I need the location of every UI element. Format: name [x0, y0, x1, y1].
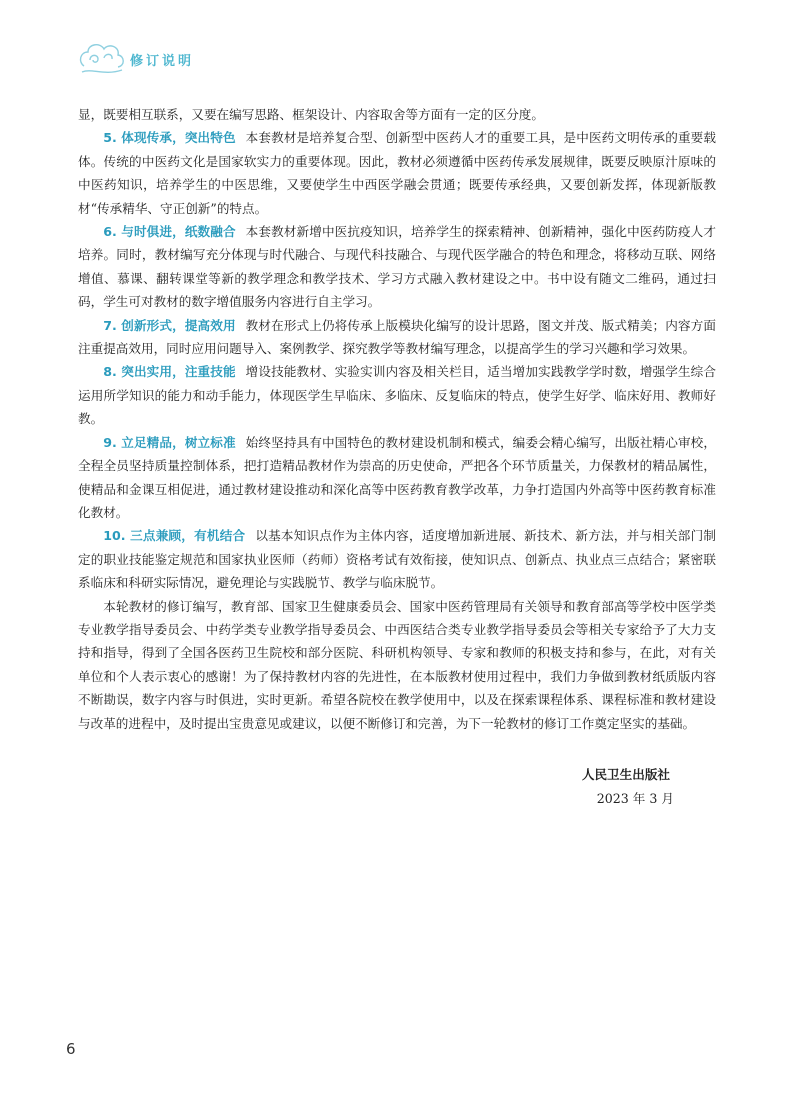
paragraph [78, 360, 716, 430]
section-title: 修订说明 [130, 54, 195, 69]
paragraph [78, 431, 716, 525]
paragraph-text: 本轮教材的修订编写，教育部、国家卫生健康委员会、国家中医药管理局有关领导和教育部高等学校中医学类专业教学指导委员会、中药学类专业教学指导委员会、中西医结合类专业教学指导委员会等相关专家给予了大力支持和指导，得到了全国各医药卫生院校和部分医院、科研机构领导、专家和教师的积极支持和参与，在此，对有关单位和个人表示衷心的感谢！为了保持教材内容的先进性，在本版教材使用过程中，我们力争做到教材纸质版内容不断勘误，数字内容与时俱进，实时更新。希望各院校在教学使用中，以及在探索课程体系、课程标准和教材建设与改革的进程中，及时提出宝贵意见或建议，以便不断修订和完善，为下一轮教材的修订工作奠定坚实的基础。 [78, 598, 716, 731]
paragraph-text: 教材在形式上仍将传承上版模块化编写的设计思路，图文并茂、版式精美；内容方面注重提高效用，同时应用问题导入、案例教学、探究教学等教材编写理念，以提高学生的学习兴趣和学习效果。 [78, 317, 716, 357]
paragraph-heading: 7. 创新形式，提高效用 [103, 317, 236, 333]
paragraph-text: 显，既要相互联系，又要在编写思路、框架设计、内容取舍等方面有一定的区分度。 [78, 107, 544, 122]
signature-date: 2023 年 3 月 [596, 791, 674, 806]
paragraph-text: 本套教材是培养复合型、创新型中医药人才的重要工具，是中医药文明传承的重要载体。传统的中医药文化是国家软实力的重要体现。因此，教材必须遵循中医药传承发展规律，既要反映原汁原味的中医药知识，培养学生的中医思维，又要使学生中西医学融会贯通；既要传承经典，又要创新发挥，体现新版教材“传承精华、守正创新”的特点。 [78, 130, 716, 216]
paragraph [78, 524, 716, 594]
signature-block [581, 763, 674, 811]
paragraph-text: 始终坚持具有中国特色的教材建设机制和模式，编委会精心编写，出版社精心审校，全程全员坚持质量控制体系，把打造精品教材作为崇高的历史使命，严把各个环节质量关，力保教材的精品属性，使精品和金课互相促进，通过教材建设推动和深化高等中医药教育教学改革，力争打造国内外高等中医药教育标准化教材。 [78, 434, 716, 520]
paragraph-heading: 10. 三点兼顾，有机结合 [103, 528, 246, 544]
page-header [78, 38, 278, 82]
paragraph [78, 220, 716, 314]
paragraph-heading: 8. 突出实用，注重技能 [103, 364, 236, 380]
paragraph-text: 增设技能教材、实验实训内容及相关栏目，适当增加实践教学学时数，增强学生综合运用所学知识的能力和动手能力，体现医学生早临床、多临床、反复临床的特点，使学生好学、临床好用、教师好教。 [78, 364, 716, 427]
paragraph-heading: 6. 与时俱进，纸数融合 [103, 224, 236, 240]
paragraph [78, 595, 716, 735]
main-text [78, 103, 716, 735]
publisher-name: 人民卫生出版社 [581, 767, 670, 782]
paragraph [78, 314, 716, 361]
cloud-ornament-icon [78, 38, 126, 78]
page-number: 6 [66, 1040, 76, 1058]
paragraph [78, 126, 716, 220]
paragraph [78, 103, 716, 126]
paragraph-heading: 9. 立足精品，树立标准 [103, 434, 236, 450]
paragraph-text: 以基本知识点作为主体内容，适度增加新进展、新技术、新方法，并与相关部门制定的职业技能鉴定规范和国家执业医师（药师）资格考试有效衔接，使知识点、创新点、执业点三点结合；紧密联系临床和科研实际情况，避免理论与实践脱节、教学与临床脱节。 [78, 528, 716, 591]
paragraph-text: 本套教材新增中医抗疫知识，培养学生的探索精神、创新精神，强化中医药防疫人才培养。同时，教材编写充分体现与时代融合、与现代科技融合、与现代医学融合的特色和理念，将移动互联、网络增值、慕课、翻转课堂等新的教学理念和教学技术、学习方式融入教材建设之中。书中设有随文二维码，通过扫码，学生可对教材的数字增值服务内容进行自主学习。 [78, 224, 716, 310]
paragraph-heading: 5. 体现传承，突出特色 [103, 130, 236, 146]
